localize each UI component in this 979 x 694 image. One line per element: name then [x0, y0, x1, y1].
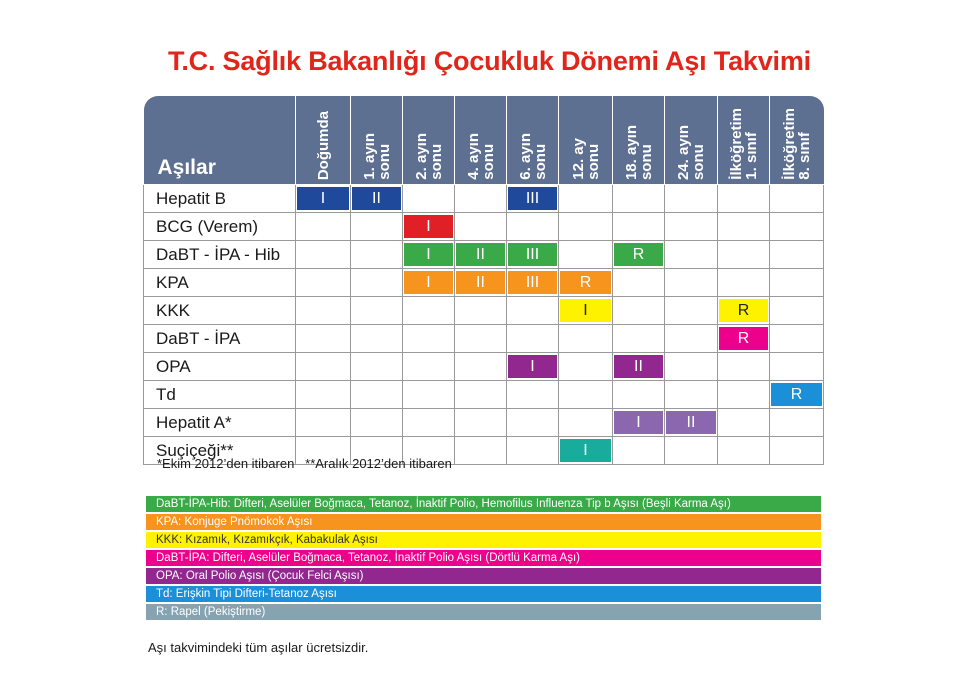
schedule-cell — [403, 269, 455, 297]
schedule-cell — [559, 269, 613, 297]
vaccine-name: KKK — [144, 297, 296, 325]
schedule-cell — [507, 437, 559, 465]
schedule-cell — [613, 185, 665, 213]
schedule-cell — [455, 437, 507, 465]
legend-item: OPA: Oral Polio Aşısı (Çocuk Felci Aşısı) — [146, 568, 821, 584]
schedule-cell — [455, 213, 507, 241]
schedule-cell — [665, 437, 718, 465]
schedule-cell — [613, 325, 665, 353]
table-row — [144, 269, 824, 297]
schedule-cell — [507, 185, 559, 213]
footnote: *Ekim 2012’den itibaren **Aralık 2012’den itibaren — [157, 456, 452, 471]
schedule-cell — [770, 381, 824, 409]
schedule-cell — [455, 241, 507, 269]
schedule-cell — [665, 241, 718, 269]
schedule-cell — [718, 325, 770, 353]
dose-badge: II — [352, 187, 401, 210]
schedule-cell — [718, 185, 770, 213]
legend-item: Td: Erişkin Tipi Difteri-Tetanoz Aşısı — [146, 586, 821, 602]
schedule-cell — [403, 381, 455, 409]
schedule-cell — [403, 185, 455, 213]
header-column-label: 6. ayın sonu — [516, 133, 549, 180]
vaccine-name: Td — [144, 381, 296, 409]
dose-badge: II — [614, 355, 663, 378]
schedule-cell — [770, 409, 824, 437]
header-column-5 — [559, 96, 613, 185]
vaccine-name: Hepatit B — [144, 185, 296, 213]
schedule-cell — [559, 213, 613, 241]
schedule-cell — [296, 213, 351, 241]
schedule-cell — [403, 297, 455, 325]
schedule-cell — [718, 409, 770, 437]
schedule-cell — [507, 409, 559, 437]
schedule-cell — [507, 213, 559, 241]
header-column-label: 4. ayın sonu — [464, 133, 497, 180]
schedule-cell — [613, 241, 665, 269]
schedule-cell — [351, 325, 403, 353]
vaccine-schedule-table — [143, 96, 824, 465]
table-row — [144, 325, 824, 353]
schedule-cell — [351, 213, 403, 241]
dose-badge: III — [508, 271, 557, 294]
header-column-label: 12. ay sonu — [569, 138, 602, 180]
page-title: T.C. Sağlık Bakanlığı Çocukluk Dönemi Aşı Takvimi — [168, 46, 811, 76]
header-column-label: Doğumda — [314, 110, 332, 180]
schedule-cell — [455, 269, 507, 297]
vaccine-name: Suçiçeği** — [144, 437, 296, 465]
schedule-cell — [770, 269, 824, 297]
header-column-label: İlköğretim 1. sınıf — [727, 108, 760, 180]
header-column-9 — [770, 96, 824, 185]
header-column-label: İlköğretim 8. sınıf — [780, 108, 813, 180]
schedule-cell — [351, 409, 403, 437]
schedule-cell — [718, 437, 770, 465]
schedule-cell — [455, 185, 507, 213]
schedule-cell — [403, 409, 455, 437]
schedule-cell — [770, 353, 824, 381]
schedule-cell — [507, 269, 559, 297]
schedule-cell — [770, 437, 824, 465]
schedule-cell — [770, 325, 824, 353]
schedule-cell — [559, 381, 613, 409]
dose-badge: III — [508, 187, 557, 210]
schedule-cell — [770, 297, 824, 325]
header-column-4 — [507, 96, 559, 185]
header-column-label: 2. ayın sonu — [412, 133, 445, 180]
header-column-3 — [455, 96, 507, 185]
schedule-cell — [665, 185, 718, 213]
legend-item: DaBT-İPA: Difteri, Aselüler Boğmaca, Tetanoz, İnaktif Polio Aşısı (Dörtlü Karma Aşı) — [146, 550, 821, 566]
schedule-cell — [296, 325, 351, 353]
legend-item: DaBT-İPA-Hib: Difteri, Aselüler Boğmaca, Tetanoz, İnaktif Polio, Hemofilus Influenza Tip b Aşısı (Beşli Karma Aşı) — [146, 496, 821, 512]
dose-badge: II — [666, 411, 716, 434]
schedule-cell — [718, 297, 770, 325]
schedule-cell — [665, 269, 718, 297]
dose-badge: II — [456, 271, 505, 294]
schedule-cell — [296, 185, 351, 213]
vaccine-name: DaBT - İPA - Hib — [144, 241, 296, 269]
schedule-cell — [613, 437, 665, 465]
table-row — [144, 213, 824, 241]
schedule-cell — [665, 297, 718, 325]
schedule-cell — [351, 185, 403, 213]
header-column-label: 18. ayın sonu — [622, 124, 655, 180]
schedule-cell — [718, 353, 770, 381]
dose-badge: I — [508, 355, 557, 378]
schedule-cell — [296, 409, 351, 437]
schedule-cell — [296, 353, 351, 381]
footer-note: Aşı takvimindeki tüm aşılar ücretsizdir. — [148, 640, 369, 655]
schedule-cell — [718, 213, 770, 241]
schedule-cell — [559, 437, 613, 465]
dose-badge: R — [614, 243, 663, 266]
schedule-cell — [665, 381, 718, 409]
vaccine-name: Hepatit A* — [144, 409, 296, 437]
schedule-cell — [559, 409, 613, 437]
table-row — [144, 185, 824, 213]
schedule-cell — [613, 213, 665, 241]
schedule-cell — [507, 297, 559, 325]
schedule-cell — [455, 325, 507, 353]
schedule-cell — [507, 325, 559, 353]
table-row — [144, 353, 824, 381]
schedule-cell — [613, 297, 665, 325]
dose-badge: II — [456, 243, 505, 266]
vaccine-name: BCG (Verem) — [144, 213, 296, 241]
schedule-cell — [613, 381, 665, 409]
schedule-cell — [455, 409, 507, 437]
dose-badge: I — [404, 271, 453, 294]
dose-badge: I — [404, 215, 453, 238]
schedule-cell — [351, 297, 403, 325]
schedule-cell — [455, 297, 507, 325]
schedule-cell — [665, 325, 718, 353]
header-column-label: 24. ayın sonu — [675, 124, 707, 180]
table-header-row — [144, 96, 824, 185]
table-body — [144, 185, 824, 465]
schedule-cell — [403, 213, 455, 241]
schedule-cell — [613, 409, 665, 437]
table-row — [144, 381, 824, 409]
schedule-cell — [351, 353, 403, 381]
legend-item: R: Rapel (Pekiştirme) — [146, 604, 821, 620]
header-column-label: 1. ayın sonu — [360, 133, 393, 180]
schedule-cell — [665, 353, 718, 381]
schedule-cell — [718, 381, 770, 409]
schedule-cell — [351, 381, 403, 409]
header-column-1 — [351, 96, 403, 185]
schedule-cell — [507, 381, 559, 409]
schedule-cell — [665, 213, 718, 241]
schedule-cell — [455, 381, 507, 409]
schedule-cell — [559, 241, 613, 269]
dose-badge: R — [771, 383, 822, 406]
header-vaccines: Aşılar — [144, 96, 296, 185]
header-column-6 — [613, 96, 665, 185]
vaccine-name: KPA — [144, 269, 296, 297]
header-column-8 — [718, 96, 770, 185]
schedule-cell — [403, 241, 455, 269]
schedule-cell — [296, 241, 351, 269]
dose-badge: R — [719, 299, 768, 322]
schedule-cell — [403, 325, 455, 353]
dose-badge: R — [719, 327, 768, 350]
schedule-cell — [718, 269, 770, 297]
table-row — [144, 241, 824, 269]
schedule-cell — [613, 353, 665, 381]
dose-badge: I — [614, 411, 663, 434]
schedule-cell — [403, 353, 455, 381]
schedule-cell — [507, 241, 559, 269]
header-column-7 — [665, 96, 718, 185]
dose-badge: I — [560, 299, 611, 322]
schedule-cell — [296, 297, 351, 325]
legend — [146, 496, 821, 622]
schedule-cell — [770, 241, 824, 269]
dose-badge: I — [560, 439, 611, 462]
schedule-cell — [351, 269, 403, 297]
dose-badge: I — [404, 243, 453, 266]
header-column-2 — [403, 96, 455, 185]
schedule-cell — [559, 325, 613, 353]
dose-badge: I — [297, 187, 349, 210]
schedule-cell — [665, 409, 718, 437]
schedule-cell — [613, 269, 665, 297]
dose-badge: R — [560, 271, 611, 294]
schedule-cell — [455, 353, 507, 381]
schedule-cell — [718, 241, 770, 269]
schedule-cell — [507, 353, 559, 381]
table-row — [144, 297, 824, 325]
table-row — [144, 409, 824, 437]
schedule-cell — [559, 353, 613, 381]
schedule-cell — [770, 185, 824, 213]
schedule-cell — [296, 381, 351, 409]
vaccine-name: OPA — [144, 353, 296, 381]
schedule-cell — [770, 213, 824, 241]
schedule-cell — [559, 185, 613, 213]
legend-item: KKK: Kızamık, Kızamıkçık, Kabakulak Aşısı — [146, 532, 821, 548]
schedule-cell — [351, 241, 403, 269]
vaccine-name: DaBT - İPA — [144, 325, 296, 353]
schedule-cell — [559, 297, 613, 325]
schedule-cell — [296, 269, 351, 297]
legend-item: KPA: Konjuge Pnömokok Aşısı — [146, 514, 821, 530]
dose-badge: III — [508, 243, 557, 266]
header-column-0 — [296, 96, 351, 185]
